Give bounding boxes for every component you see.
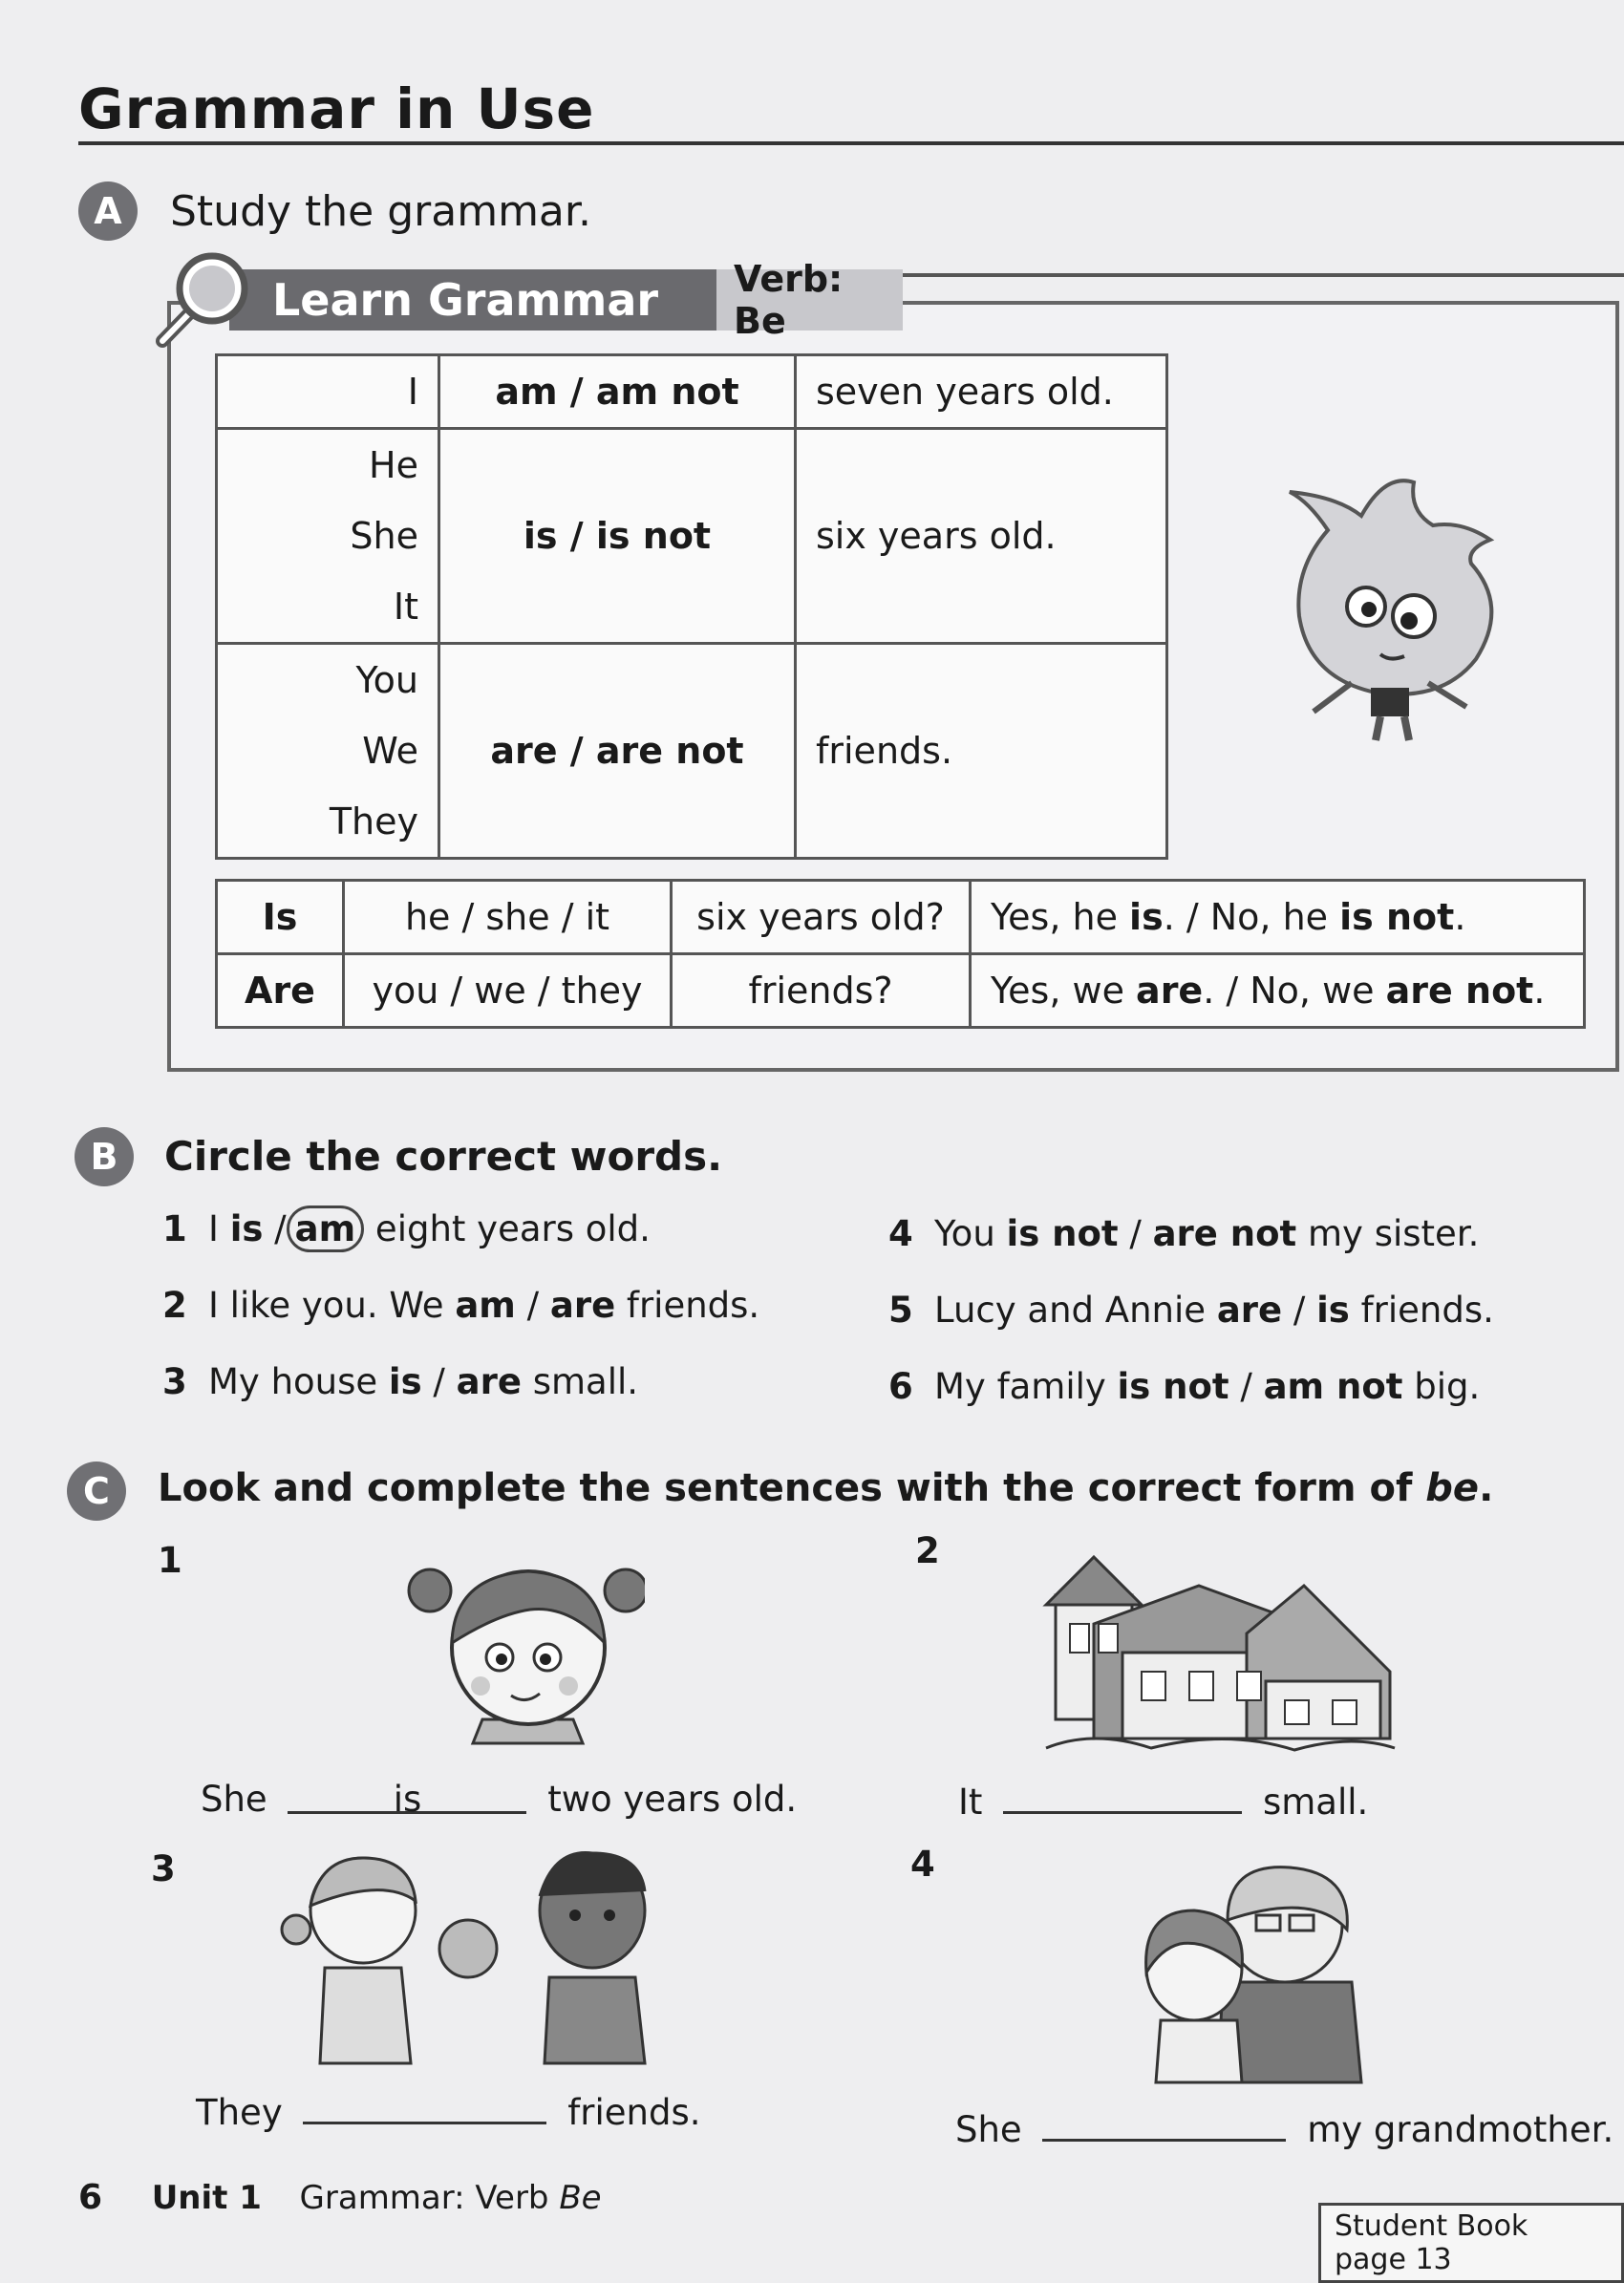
house-illustration bbox=[1036, 1547, 1400, 1767]
student-book-reference: Student Book page 13 bbox=[1318, 2203, 1624, 2283]
exercise-c-number-4: 4 bbox=[910, 1844, 935, 1885]
verb-cell: am / am not bbox=[439, 355, 796, 429]
unit-label: Unit 1 bbox=[151, 2179, 262, 2217]
section-b-instruction: Circle the correct words. bbox=[164, 1133, 723, 1180]
topic-label: Grammar: Verb Be bbox=[299, 2179, 602, 2217]
mascot-illustration bbox=[1271, 473, 1519, 750]
learn-grammar-rule bbox=[903, 273, 1624, 277]
answer-blank[interactable] bbox=[303, 2089, 546, 2124]
answer-blank[interactable] bbox=[1042, 2106, 1286, 2142]
grammar-topic-tag: Verb: Be bbox=[716, 269, 903, 331]
table-row bbox=[217, 355, 1167, 429]
exercise-c-item-3: They friends. bbox=[196, 2089, 701, 2133]
two-children-illustration bbox=[267, 1844, 688, 2073]
exercise-b-item-6: 6 My family is not / am not big. bbox=[888, 1366, 1481, 1407]
answer-blank[interactable]: is bbox=[288, 1779, 526, 1814]
exercise-b-item-4: 4 You is not / are not my sister. bbox=[888, 1213, 1480, 1254]
title-rule bbox=[78, 141, 1624, 145]
exercise-b-item-1: 1 I is / am eight years old. bbox=[162, 1208, 651, 1249]
page-number: 6 bbox=[78, 2178, 103, 2217]
answer-cell: Yes, we are. / No, we are not. bbox=[971, 954, 1585, 1028]
question-table bbox=[215, 879, 1586, 1029]
girl-and-grandmother-illustration bbox=[1122, 1863, 1380, 2092]
complement-cell: six years old. bbox=[796, 429, 1167, 644]
question-complement-cell: friends? bbox=[672, 954, 971, 1028]
section-b-badge: B bbox=[75, 1127, 134, 1186]
girl-illustration bbox=[406, 1538, 645, 1748]
subject-cell: You We They bbox=[217, 644, 439, 859]
magnifier-icon bbox=[143, 250, 248, 355]
exercise-b-item-5: 5 Lucy and Annie are / is friends. bbox=[888, 1290, 1494, 1331]
verb-cell: is / is not bbox=[439, 429, 796, 644]
question-subject-cell: he / she / it bbox=[344, 881, 672, 954]
verb-be-table bbox=[215, 353, 1168, 860]
table-row bbox=[217, 954, 1585, 1028]
table-row bbox=[217, 644, 1167, 859]
section-a-instruction: Study the grammar. bbox=[170, 187, 591, 236]
section-c-instruction: Look and complete the sentences with the correct form of be. bbox=[158, 1466, 1494, 1510]
exercise-b-item-2: 2 I like you. We am / are friends. bbox=[162, 1285, 760, 1326]
question-verb-cell: Are bbox=[217, 954, 344, 1028]
learn-grammar-banner bbox=[229, 269, 716, 331]
table-row bbox=[217, 881, 1585, 954]
question-verb-cell: Is bbox=[217, 881, 344, 954]
exercise-c-item-1: She is two years old. bbox=[201, 1779, 798, 1820]
answer-blank[interactable] bbox=[1003, 1779, 1242, 1814]
complement-cell: seven years old. bbox=[796, 355, 1167, 429]
answer-cell: Yes, he is. / No, he is not. bbox=[971, 881, 1585, 954]
exercise-b-item-3: 3 My house is / are small. bbox=[162, 1361, 639, 1402]
question-subject-cell: you / we / they bbox=[344, 954, 672, 1028]
table-row bbox=[217, 429, 1167, 644]
page-footer bbox=[78, 2178, 602, 2217]
complement-cell: friends. bbox=[796, 644, 1167, 859]
exercise-c-number-2: 2 bbox=[915, 1530, 940, 1571]
page-title: Grammar in Use bbox=[78, 76, 595, 141]
subject-cell: I bbox=[217, 355, 439, 429]
exercise-c-item-4: She my grandmother. bbox=[955, 2106, 1613, 2150]
verb-cell: are / are not bbox=[439, 644, 796, 859]
circled-answer: am bbox=[287, 1206, 365, 1252]
subject-cell: He She It bbox=[217, 429, 439, 644]
section-c-badge: C bbox=[67, 1462, 126, 1521]
exercise-c-number-1: 1 bbox=[158, 1540, 182, 1581]
exercise-c-item-2: It small. bbox=[958, 1779, 1368, 1823]
learn-grammar-label: Learn Grammar bbox=[272, 274, 659, 326]
question-complement-cell: six years old? bbox=[672, 881, 971, 954]
exercise-c-number-3: 3 bbox=[151, 1848, 176, 1889]
section-a-badge: A bbox=[78, 181, 138, 241]
